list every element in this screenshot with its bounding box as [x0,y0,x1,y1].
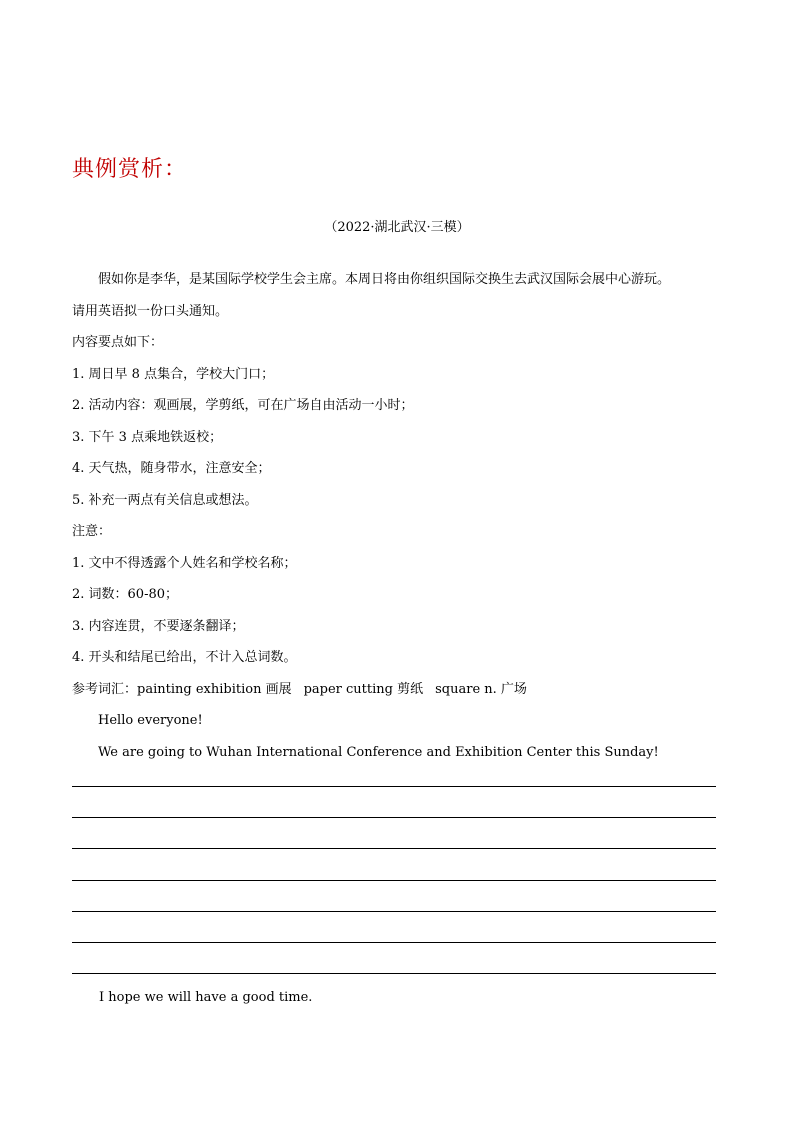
task-intro-line-1: 假如你是李华，是某国际学校学生会主席。本周日将由你组织国际交换生去武汉国际会展中心游玩。 [98,272,671,287]
letter-greeting: Hello everyone! [98,713,203,728]
point-item-4: 4. 天气热，随身带水，注意安全； [72,461,271,476]
note-item-1: 1. 文中不得透露个人姓名和学校名称； [72,555,297,571]
writing-line [72,942,716,943]
task-intro-line-2: 请用英语拟一份口头通知。 [72,303,229,319]
writing-line [72,848,716,849]
point-item-1: 1. 周日早 8 点集合，学校大门口； [72,366,275,382]
note-item-4: 4. 开头和结尾已给出，不计入总词数。 [72,650,297,665]
point-item-2: 2. 活动内容：观画展，学剪纸，可在广场自由活动一小时； [72,398,414,413]
exam-source: （2022·湖北武汉·三模） [324,220,470,235]
letter-closing: I hope we will have a good time. [99,990,313,1005]
writing-line [72,786,716,787]
writing-line [72,817,716,818]
vocab-item-paper-cutting: paper cutting 剪纸 [303,681,424,697]
writing-line [72,973,716,974]
points-title: 内容要点如下： [72,335,164,350]
vocab-label: 参考词汇： [72,681,138,697]
vocab-item-square: square n. 广场 [435,681,527,697]
task-content [72,268,722,772]
writing-line [72,880,716,881]
page-heading: 典例赏析： [72,157,188,182]
letter-opening: We are going to Wuhan International Conference and Exhibition Center this Sunday! [98,744,659,760]
vocab-item-painting: painting exhibition 画展 [137,681,292,697]
vocab-line [72,678,722,710]
note-item-3: 3. 内容连贯，不要逐条翻译； [72,618,245,634]
notes-title: 注意： [72,524,112,539]
note-item-2: 2. 词数：60-80； [72,587,179,602]
point-item-3: 3. 下午 3 点乘地铁返校； [72,429,223,445]
writing-line [72,911,716,912]
point-item-5: 5. 补充一两点有关信息或想法。 [72,492,258,508]
